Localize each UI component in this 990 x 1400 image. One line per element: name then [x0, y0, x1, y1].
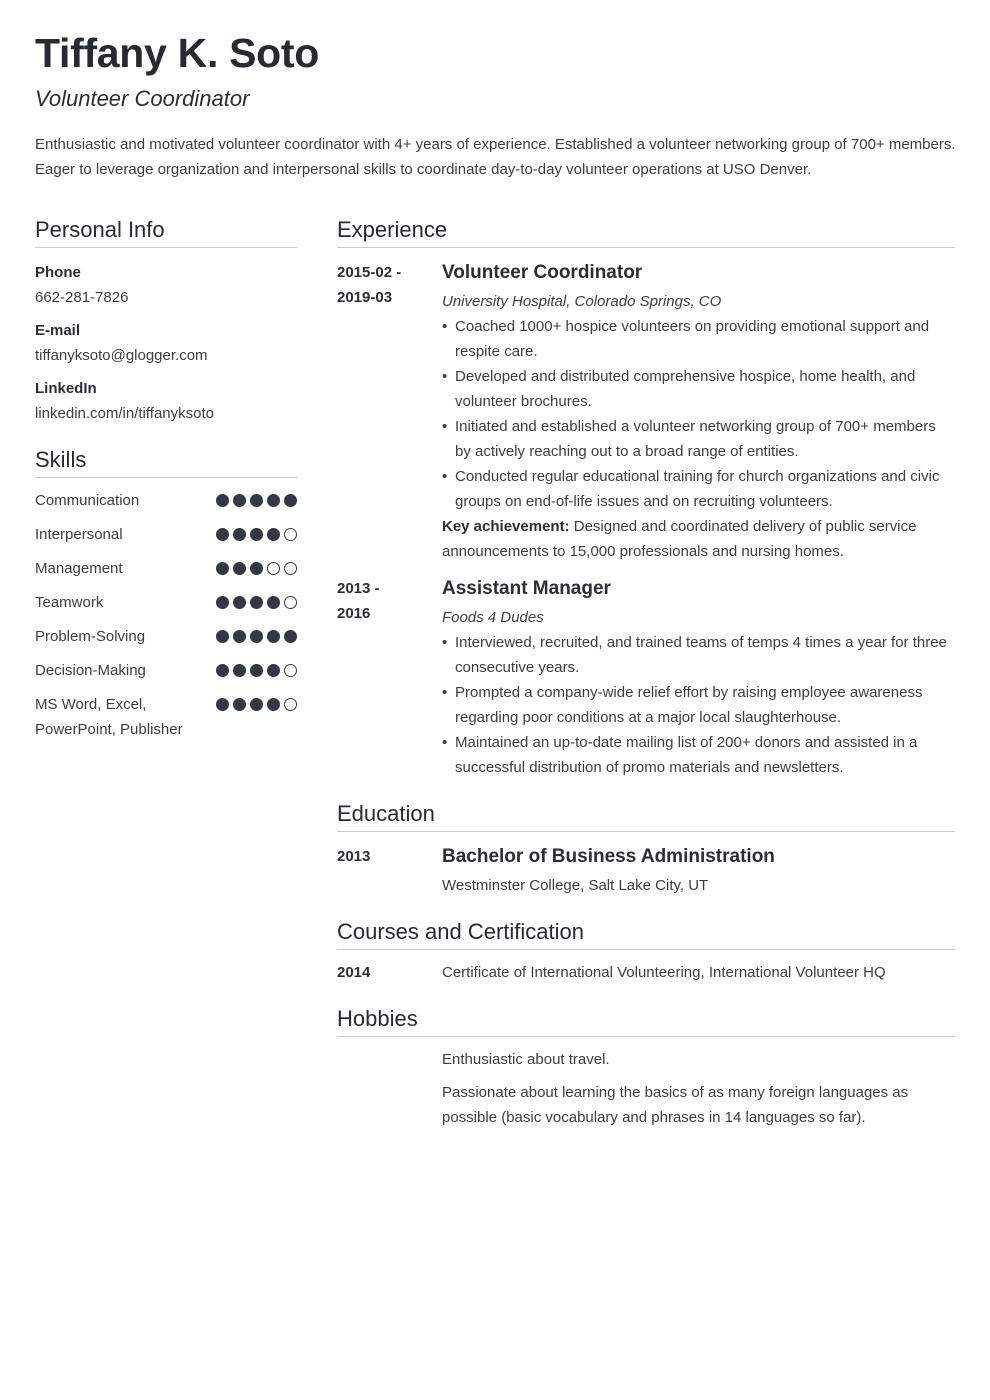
entry-body [442, 576, 955, 780]
experience-heading: Experience [337, 216, 955, 248]
filled-dot-icon [216, 528, 229, 541]
filled-dot-icon [250, 528, 263, 541]
profile-summary: Enthusiastic and motivated volunteer coordinator with 4+ years of experience. Established a volunteer networking group of 700+ members. Eager to leverage organization and interpersonal skills to coordinate day-to-day volunteer operations at USO Denver. [35, 136, 956, 178]
skill-row [35, 692, 297, 742]
filled-dot-icon [233, 528, 246, 541]
skill-row [35, 658, 297, 683]
course-entry [337, 960, 955, 985]
right-column [337, 216, 955, 1130]
skill-name: Communication [35, 492, 140, 509]
entry-body [442, 260, 955, 564]
skill-rating [216, 556, 297, 575]
filled-dot-icon [216, 494, 229, 507]
skill-rating [216, 590, 297, 609]
experience-entry [337, 260, 955, 564]
job-organization: University Hospital, Colorado Springs, CO [442, 293, 722, 310]
personal-info-heading: Personal Info [35, 216, 297, 248]
filled-dot-icon [233, 596, 246, 609]
hobby-item: Enthusiastic about travel. [442, 1051, 610, 1068]
achievement-text: Designed and coordinated delivery of public service announcements to 15,000 professionals and nursing homes. [442, 518, 917, 560]
hobby-item: Passionate about learning the basics of as many foreign languages as possible (basic vocabulary and phrases in 14 languages so far). [442, 1084, 909, 1126]
experience-entry [337, 576, 955, 780]
filled-dot-icon [250, 596, 263, 609]
course-text: Certificate of International Volunteering, International Volunteer HQ [442, 964, 886, 981]
filled-dot-icon [267, 596, 280, 609]
filled-dot-icon [284, 630, 297, 643]
job-title: Volunteer Coordinator [442, 262, 643, 283]
skill-row [35, 488, 297, 513]
filled-dot-icon [284, 494, 297, 507]
skill-rating [216, 624, 297, 643]
job-bullets [442, 630, 955, 780]
phone-block [35, 260, 297, 310]
skill-rating [216, 692, 297, 711]
hobbies-spacer [337, 1047, 442, 1130]
date-end: 2016 [337, 605, 371, 622]
phone-label: Phone [35, 264, 81, 281]
skill-row [35, 590, 297, 615]
skill-rating [216, 522, 297, 541]
skill-name: Problem-Solving [35, 628, 146, 645]
date-end: 2019-03 [337, 289, 393, 306]
list-item: • Prompted a company-wide relief effort by raising employee awareness regarding poor conditions at a major local slaughterhouse. [442, 680, 955, 730]
list-item: • Maintained an up-to-date mailing list of 200+ donors and assisted in a successful distribution of promo materials and newsletters. [442, 730, 955, 780]
left-column [35, 216, 297, 742]
skill-name: Decision-Making [35, 662, 146, 679]
skill-name: MS Word, Excel, PowerPoint, Publisher [35, 696, 183, 738]
list-item: • Coached 1000+ hospice volunteers on providing emotional support and respite care. [442, 314, 955, 364]
hobbies-heading: Hobbies [337, 1005, 955, 1037]
filled-dot-icon [267, 698, 280, 711]
candidate-role: Volunteer Coordinator [35, 86, 250, 111]
filled-dot-icon [233, 562, 246, 575]
job-bullets [442, 314, 955, 514]
candidate-name: Tiffany K. Soto [35, 30, 320, 76]
entry-date [337, 576, 442, 780]
courses-heading: Courses and Certification [337, 918, 955, 950]
filled-dot-icon [233, 664, 246, 677]
filled-dot-icon [233, 630, 246, 643]
linkedin-value: linkedin.com/in/tiffanyksoto [35, 405, 214, 422]
skill-row [35, 556, 297, 581]
empty-dot-icon [284, 528, 297, 541]
empty-dot-icon [284, 596, 297, 609]
email-block [35, 318, 297, 368]
job-organization: Foods 4 Dudes [442, 609, 544, 626]
degree-title: Bachelor of Business Administration [442, 846, 775, 867]
filled-dot-icon [216, 596, 229, 609]
achievement-label: Key achievement: [442, 518, 570, 535]
skill-name: Interpersonal [35, 526, 123, 543]
filled-dot-icon [250, 664, 263, 677]
linkedin-block [35, 376, 297, 426]
empty-dot-icon [284, 562, 297, 575]
filled-dot-icon [267, 630, 280, 643]
list-item: • Developed and distributed comprehensive hospice, home health, and volunteer brochures. [442, 364, 955, 414]
filled-dot-icon [267, 494, 280, 507]
filled-dot-icon [233, 698, 246, 711]
empty-dot-icon [267, 562, 280, 575]
date-start: 2015-02 - [337, 264, 402, 281]
filled-dot-icon [250, 630, 263, 643]
phone-value: 662-281-7826 [35, 289, 129, 306]
filled-dot-icon [216, 562, 229, 575]
key-achievement [442, 514, 955, 564]
job-title: Assistant Manager [442, 578, 611, 599]
school-name: Westminster College, Salt Lake City, UT [442, 877, 709, 894]
skill-row [35, 624, 297, 649]
filled-dot-icon [216, 630, 229, 643]
skill-row [35, 522, 297, 547]
date-start: 2013 - [337, 580, 380, 597]
filled-dot-icon [250, 562, 263, 575]
list-item: • Interviewed, recruited, and trained teams of temps 4 times a year for three consecutive years. [442, 630, 955, 680]
skill-rating [216, 488, 297, 507]
hobbies-entry [337, 1047, 955, 1130]
filled-dot-icon [216, 698, 229, 711]
hobbies-list [442, 1047, 955, 1130]
skill-name: Teamwork [35, 594, 104, 611]
list-item: • Initiated and established a volunteer networking group of 700+ members by actively reaching out to a broad range of entities. [442, 414, 955, 464]
skill-rating [216, 658, 297, 677]
skills-list [35, 488, 297, 742]
filled-dot-icon [267, 664, 280, 677]
education-heading: Education [337, 800, 955, 832]
filled-dot-icon [250, 698, 263, 711]
entry-body [442, 844, 955, 898]
empty-dot-icon [284, 698, 297, 711]
email-value: tiffanyksoto@glogger.com [35, 347, 208, 364]
linkedin-label: LinkedIn [35, 380, 97, 397]
skills-heading: Skills [35, 446, 297, 478]
filled-dot-icon [216, 664, 229, 677]
filled-dot-icon [233, 494, 246, 507]
email-label: E-mail [35, 322, 81, 339]
skill-name: Management [35, 560, 123, 577]
education-entry [337, 844, 955, 898]
filled-dot-icon [267, 528, 280, 541]
entry-date: 2014 [337, 964, 371, 981]
empty-dot-icon [284, 664, 297, 677]
entry-date: 2013 [337, 848, 371, 865]
list-item: • Conducted regular educational training for church organizations and civic groups on end-of-life issues and on recruiting volunteers. [442, 464, 955, 514]
entry-date [337, 260, 442, 564]
filled-dot-icon [250, 494, 263, 507]
